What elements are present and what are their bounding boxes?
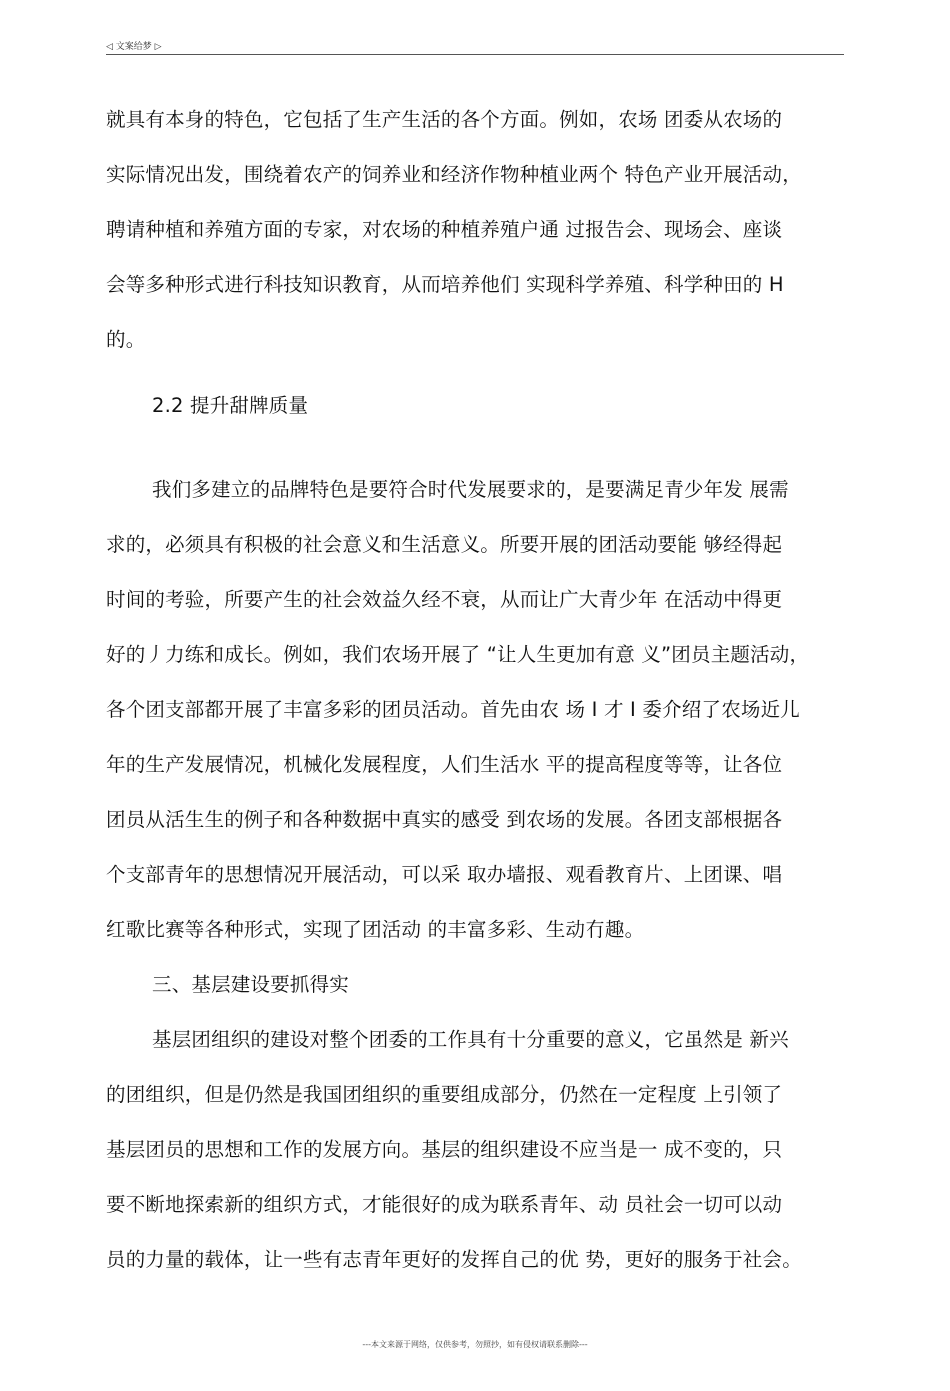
page-footer: ---本文来源于网络，仅供参考，勿照抄，如有侵权请联系删除--- — [362, 1340, 588, 1349]
paragraph-line: 红歌比赛等各种形式，实现了团活动 的丰富多彩、生动冇趣。 — [106, 918, 645, 941]
paragraph-line: 基层团员的思想和工作的发展方向。基层的组织建设不应当是一 成不变的，只 — [106, 1138, 783, 1161]
paragraph-line: 团员从活生生的例子和各种数据中真实的感受 到农场的发展。各团支部根据各 — [106, 808, 783, 831]
paragraph-line: 我们多建立的品牌特色是要符合时代发展要求的，是要满足青少年发 展需 — [152, 478, 789, 501]
paragraph-line: 员的力量的载体，让一些有志青年更好的发挥自己的优 势，更好的服务于社会。 — [106, 1248, 802, 1271]
section-heading: 三、基层建设要抓得实 — [152, 973, 350, 996]
page-header — [106, 38, 844, 55]
paragraph-line: 好的丿力练和成长。例如，我们农场开展了 “让人生更加有意 义”团员主题活动， — [106, 643, 810, 666]
section-heading: 2.2 提升甜牌质量 — [152, 394, 309, 417]
paragraph-line: 时间的考验，所要产生的社会效益久经不衰，从而让广大青少年 在活动中得更 — [106, 588, 783, 611]
paragraph-line: 实际情况出发，围绕着农产的饲养业和经济作物种植业两个 特色产业开展活动， — [106, 163, 802, 186]
header-text: ◁ 文案给梦 ▷ — [106, 42, 162, 52]
paragraph-line: 的。 — [106, 328, 146, 351]
paragraph-line: 各个团支部都开展了丰富多彩的团员活动。首先由农 场 I 才 I 委介绍了农场近儿 — [106, 698, 800, 721]
paragraph-line: 的团组织，但是仍然是我国团组织的重要组成部分，仍然在一定程度 上引领了 — [106, 1083, 783, 1106]
paragraph-line: 年的生产发展情况，机械化发展程度，人们生活水 平的提高程度等等，让各位 — [106, 753, 783, 776]
paragraph-line: 会等多种形式进行科技知识教育，从而培养他们 实现科学养殖、科学种田的 H — [106, 273, 784, 296]
paragraph-line: 就具有本身的特色，它包括了生产生活的各个方面。例如，农场 团委从农场的 — [106, 108, 783, 131]
paragraph-line: 基层团组织的建设对整个团委的工作具有十分重要的意义，它虽然是 新兴 — [152, 1028, 789, 1051]
paragraph-line: 要不断地探索新的组织方式，才能很好的成为联系青年、动 员社会一切可以动 — [106, 1193, 783, 1216]
paragraph-line: 个支部青年的思想情况开展活动，可以采 取办墙报、观看教育片、上团课、唱 — [106, 863, 783, 886]
paragraph-line: 聘请种植和养殖方面的专家，对农场的种植养殖户通 过报告会、现场会、座谈 — [106, 218, 783, 241]
paragraph-line: 求的，必须具有积极的社会意义和生活意义。所要开展的团活动要能 够经得起 — [106, 533, 783, 556]
